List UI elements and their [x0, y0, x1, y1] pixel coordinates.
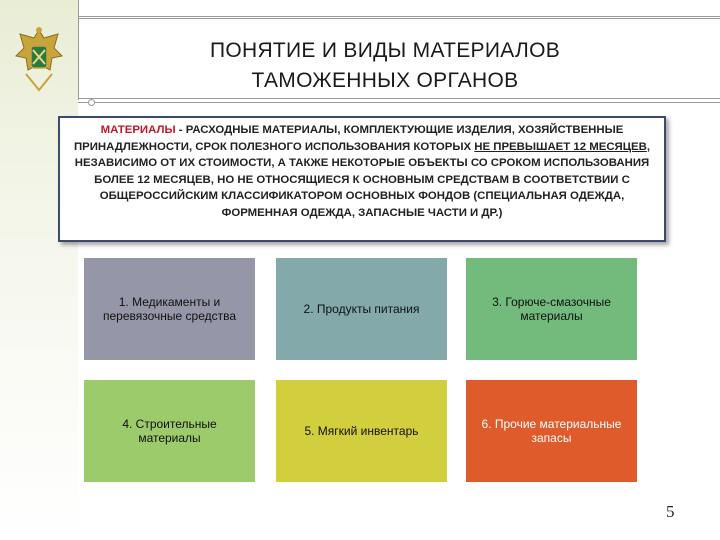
decorative-sidebar [0, 0, 78, 540]
tile-medicines [84, 258, 255, 360]
definition-box [58, 116, 666, 242]
header-vertical-rule [78, 0, 79, 100]
header-rule-top-2 [78, 18, 720, 19]
slide-title-line1: ПОНЯТИЕ И ВИДЫ МАТЕРИАЛОВ [209, 39, 561, 62]
definition-underlined: НЕ ПРЕВЫШАЕТ 12 МЕСЯЦЕВ [474, 140, 647, 153]
tile-label: 5. Мягкий инвентарь [304, 424, 419, 438]
definition-term: МАТЕРИАЛЫ [100, 124, 176, 136]
page-number: 5 [666, 502, 675, 521]
tile-label: 1. Медикаменты и перевязочные средства [102, 295, 237, 323]
tile-label: 4. Строительные материалы [122, 417, 217, 445]
tile-label: 3. Горюче-смазочные материалы [492, 295, 611, 323]
tile-soft-inventory [276, 380, 447, 482]
slide-title [160, 36, 610, 96]
tile-label: 6. Прочие материальные запасы [481, 417, 622, 445]
header-rule-bottom-2 [78, 102, 720, 103]
tile-fuel-lubricants [466, 258, 637, 360]
definition-text-part2: , НЕЗАВИСИМО ОТ ИХ СТОИМОСТИ, А ТАКЖЕ НЕКОТОРЫЕ ОБЪЕКТЫ СО СРОКОМ ИСПОЛЬЗОВАНИЯ БОЛЕЕ 12 МЕСЯЦЕВ, НО НЕ ОТНОСЯЩИЕСЯ К ОСНОВНЫМ СРЕДСТВАМ В СООТВЕТСТВИИ С ОБЩЕРОССИЙСКИМ КЛАССИФИКАТОРОМ ОСНОВНЫХ ФОНДОВ (СПЕЦИАЛЬНАЯ ОДЕЖДА, ФОРМЕННАЯ ОДЕЖДА, ЗАПАСНЫЕ ЧАСТИ И ДР.) [74, 140, 651, 219]
header-rule-top [78, 16, 720, 17]
header-rule-bottom [78, 98, 720, 99]
tile-food [276, 258, 447, 360]
customs-emblem-icon [14, 24, 64, 96]
tile-label: 2. Продукты питания [303, 302, 420, 316]
bullet-dot-icon [88, 99, 95, 106]
definition-text-part1: - РАСХОДНЫЕ МАТЕРИАЛЫ, КОМПЛЕКТУЮЩИЕ ИЗДЕЛИЯ, ХОЗЯЙСТВЕННЫЕ ПРИНАДЛЕЖНОСТИ, СРОК ПОЛЕЗНОГО ИСПОЛЬЗОВАНИЯ КОТОРЫХ [73, 124, 624, 153]
tile-construction [84, 380, 255, 482]
tile-other-stocks [466, 380, 637, 482]
slide-title-line2: ТАМОЖЕННЫХ ОРГАНОВ [251, 69, 519, 92]
